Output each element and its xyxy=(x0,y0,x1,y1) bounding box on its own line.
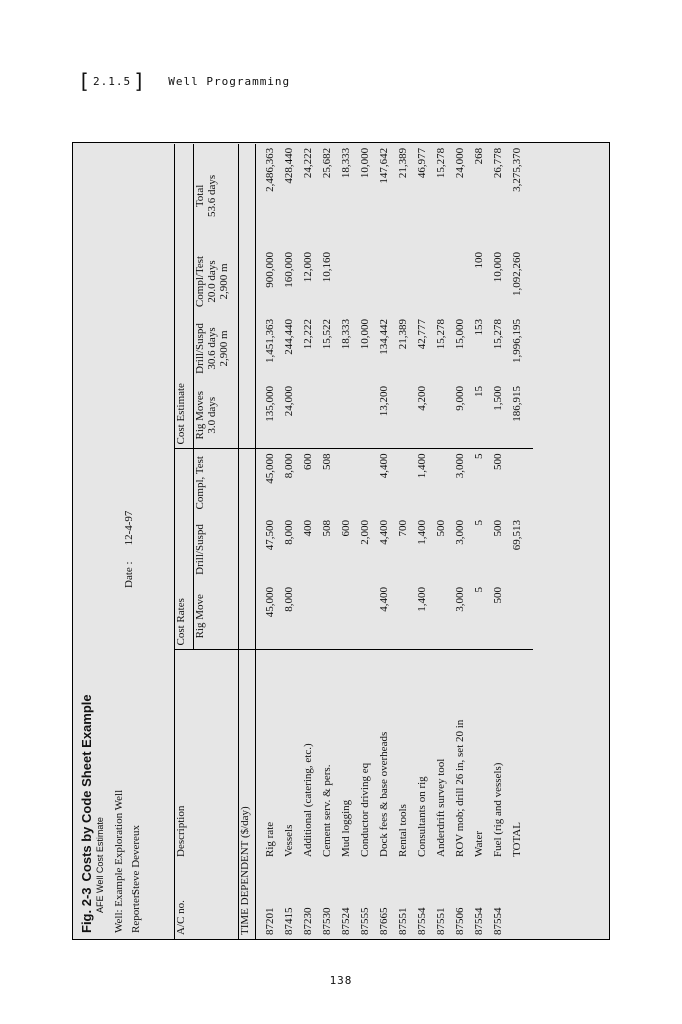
total-estimate: 21,389 xyxy=(397,147,409,179)
drill-suspd-label: Drill/Suspd xyxy=(194,323,206,374)
compl-test-rate xyxy=(508,449,533,516)
date-value: 12-4-97 xyxy=(123,510,135,546)
rig-move-rate: 8,000 xyxy=(280,583,299,650)
ac-cell: 87551 xyxy=(397,907,409,935)
rig-move-rate xyxy=(337,583,356,650)
description-cell: Consultants on rig xyxy=(416,776,428,857)
reporter-value: Steve Devereux xyxy=(130,825,142,895)
rig-move-rate: 3,000 xyxy=(451,583,470,650)
total-estimate: 25,682 xyxy=(321,147,333,179)
description-cell: Anderdrift survey tool xyxy=(435,758,447,857)
table-row xyxy=(280,144,299,939)
compl-test-rate xyxy=(356,449,375,516)
compl-test-rate: 508 xyxy=(321,453,333,470)
rig-move-rate: 45,000 xyxy=(256,583,281,650)
cost-rates-label: Cost Rates xyxy=(175,598,187,646)
total-estimate: 147,642 xyxy=(378,147,390,184)
compl-test-estimate: 100 xyxy=(473,251,485,269)
rig-move-rate xyxy=(356,583,375,650)
rig-moves-estimate xyxy=(337,382,356,449)
total-label: Total xyxy=(194,184,206,208)
rig-moves-estimate: 24,000 xyxy=(280,382,299,449)
rig-moves-estimate xyxy=(318,382,337,449)
rig-moves-estimate xyxy=(394,382,413,449)
chapter-title: Well Programming xyxy=(168,74,291,88)
rig-moves-estimate xyxy=(299,382,318,449)
total-estimate: 15,278 xyxy=(435,147,447,179)
compl-test-estimate xyxy=(375,248,394,315)
total-estimate: 18,333 xyxy=(340,147,352,179)
header-total xyxy=(194,144,239,248)
header-ac: A/C no. xyxy=(175,861,194,939)
rig-moves-estimate: 4,200 xyxy=(413,382,432,449)
page-number: 138 xyxy=(329,974,353,987)
description-cell: Mud logging xyxy=(340,799,352,857)
table-row xyxy=(299,144,318,939)
figure-caption xyxy=(79,153,179,933)
total-days: 53.6 days xyxy=(206,174,218,218)
table-row xyxy=(318,144,337,939)
drill-suspd-estimate: 134,442 xyxy=(378,318,390,355)
date-line xyxy=(123,511,135,588)
header-drill-suspd-rate: Drill/Suspd xyxy=(194,516,239,583)
cost-estimate-label: Cost Estimate xyxy=(175,383,187,445)
drill-suspd-rate: 500 xyxy=(435,520,447,537)
ac-cell: 87524 xyxy=(340,907,352,935)
ac-cell: 87415 xyxy=(283,907,295,935)
drill-suspd-estimate: 21,389 xyxy=(397,318,409,350)
rig-move-rate xyxy=(508,583,533,650)
description-cell: Water xyxy=(473,831,485,857)
drill-suspd-rate: 500 xyxy=(492,520,504,537)
table-row xyxy=(451,144,470,939)
compl-test-rate: 3,000 xyxy=(454,453,466,479)
compl-test-estimate xyxy=(432,248,451,315)
running-header xyxy=(78,70,290,92)
figure-subtitle: AFE Well Cost Estimate xyxy=(95,817,105,913)
drill-suspd-estimate: 15,000 xyxy=(454,318,466,350)
description-cell: Cement serv. & pers. xyxy=(321,764,333,857)
table-row xyxy=(375,144,394,939)
rig-move-rate: 5 xyxy=(470,583,489,650)
drill-suspd-estimate: 12,222 xyxy=(302,318,314,350)
compl-test-rate: 500 xyxy=(492,453,504,470)
description-cell: TOTAL xyxy=(511,822,523,857)
drill-suspd-estimate: 153 xyxy=(473,318,485,336)
total-estimate: 26,778 xyxy=(492,147,504,179)
drill-suspd-estimate: 15,522 xyxy=(321,318,333,350)
compl-test-estimate: 160,000 xyxy=(283,251,295,288)
table-row xyxy=(489,144,508,939)
compl-test-rate: 45,000 xyxy=(264,453,276,484)
rig-move-rate: 500 xyxy=(489,583,508,650)
header-rig-move: Rig Move xyxy=(194,583,239,650)
drill-suspd-rate: 1,400 xyxy=(416,520,428,545)
drill-suspd-estimate: 1,451,363 xyxy=(264,318,276,363)
figure-rotated xyxy=(72,142,610,940)
ac-cell: 87554 xyxy=(416,907,428,935)
section-number: 2.1.5 xyxy=(93,74,132,88)
compl-test-days: 20.0 days xyxy=(206,260,218,303)
section-label: TIME DEPENDENT ($/day) xyxy=(239,806,251,935)
description-cell: Additional (catering, etc.) xyxy=(302,743,314,857)
compl-test-estimate: 12,000 xyxy=(302,251,314,283)
right-bracket: ] xyxy=(133,69,147,93)
rig-moves-estimate xyxy=(356,382,375,449)
compl-test-estimate xyxy=(413,248,432,315)
compl-test-rate: 8,000 xyxy=(283,453,295,479)
description-cell: Rental tools xyxy=(397,804,409,857)
drill-suspd-rate: 700 xyxy=(397,520,409,537)
table-body xyxy=(256,144,534,939)
rig-move-rate xyxy=(299,583,318,650)
reporter-label: Reporter: xyxy=(130,891,142,933)
total-estimate: 10,000 xyxy=(359,147,371,179)
figure-number: Fig. 2-3 xyxy=(79,887,94,933)
compl-test-estimate xyxy=(394,248,413,315)
table-row xyxy=(337,144,356,939)
description-cell: ROV mob; drill 26 in, set 20 in xyxy=(454,719,466,857)
header-cost-estimate xyxy=(175,144,194,449)
header-rig-moves-est xyxy=(194,382,239,449)
figure-title-line xyxy=(79,153,94,933)
rig-move-rate xyxy=(394,583,413,650)
drill-suspd-depth: 2,900 m xyxy=(218,330,230,367)
compl-test-estimate: 10,160 xyxy=(321,251,333,283)
description-cell: Vessels xyxy=(283,824,295,857)
section-row xyxy=(239,144,256,939)
well-value: Example Exploration Well xyxy=(113,789,125,907)
ac-cell: 87665 xyxy=(378,907,390,935)
table-row xyxy=(356,144,375,939)
compl-test-estimate xyxy=(451,248,470,315)
drill-suspd-estimate: 42,777 xyxy=(416,318,428,350)
header-cost-rates xyxy=(175,449,194,650)
table-row xyxy=(470,144,489,939)
drill-suspd-rate: 508 xyxy=(321,520,333,537)
compl-test-rate: 1,400 xyxy=(416,453,428,479)
drill-suspd-rate: 3,000 xyxy=(454,520,466,545)
compl-test-estimate xyxy=(356,248,375,315)
compl-test-estimate: 1,092,260 xyxy=(511,251,523,296)
total-estimate: 2,486,363 xyxy=(264,147,276,192)
rig-move-rate xyxy=(432,583,451,650)
drill-suspd-rate: 400 xyxy=(302,520,314,537)
description-cell: Fuel (rig and vessels) xyxy=(492,762,504,857)
rig-moves-estimate: 1,500 xyxy=(489,382,508,449)
ac-cell xyxy=(508,861,533,939)
drill-suspd-days: 30.6 days xyxy=(206,327,218,370)
compl-test-rate xyxy=(394,449,413,516)
table-row xyxy=(394,144,413,939)
drill-suspd-estimate: 15,278 xyxy=(492,318,504,350)
drill-suspd-estimate: 10,000 xyxy=(359,318,371,350)
ac-cell: 87551 xyxy=(435,907,447,935)
left-bracket: [ xyxy=(78,69,92,93)
drill-suspd-estimate: 244,440 xyxy=(283,318,295,355)
drill-suspd-rate: 4,400 xyxy=(378,520,390,545)
drill-suspd-rate: 2,000 xyxy=(359,520,371,545)
drill-suspd-rate: 5 xyxy=(473,520,485,526)
header-compl-test-rate: Compl, Test xyxy=(194,449,239,516)
rig-move-rate: 4,400 xyxy=(375,583,394,650)
header-drill-suspd-est xyxy=(194,315,239,382)
well-label: Well: xyxy=(113,909,125,933)
rig-move-rate: 1,400 xyxy=(413,583,432,650)
drill-suspd-estimate: 15,278 xyxy=(435,318,447,350)
ac-cell: 87201 xyxy=(264,907,276,935)
total-estimate: 24,000 xyxy=(454,147,466,179)
header-row-2 xyxy=(194,144,239,939)
table-row xyxy=(432,144,451,939)
description-cell: Conductor driving eq xyxy=(359,762,371,857)
total-estimate: 268 xyxy=(473,147,485,165)
date-label: Date : xyxy=(123,561,135,588)
drill-suspd-rate: 8,000 xyxy=(283,520,295,545)
rig-moves-estimate: 13,200 xyxy=(375,382,394,449)
table-row xyxy=(413,144,432,939)
rig-moves-estimate: 135,000 xyxy=(256,382,281,449)
rig-moves-estimate xyxy=(432,382,451,449)
figure-frame xyxy=(72,142,610,940)
total-estimate: 24,222 xyxy=(302,147,314,179)
ac-cell: 87530 xyxy=(321,907,333,935)
header-row-1 xyxy=(175,144,194,939)
rig-moves-estimate: 9,000 xyxy=(451,382,470,449)
compl-test-estimate: 900,000 xyxy=(264,251,276,288)
drill-suspd-rate: 47,500 xyxy=(264,520,276,551)
drill-suspd-estimate: 1,996,195 xyxy=(511,318,523,363)
description-cell: Dock fees & base overheads xyxy=(378,731,390,857)
rig-moves-days: 3.0 days xyxy=(206,396,218,434)
ac-cell: 87554 xyxy=(492,907,504,935)
drill-suspd-rate: 69,513 xyxy=(511,520,523,551)
ac-cell: 87230 xyxy=(302,907,314,935)
drill-suspd-estimate: 18,333 xyxy=(340,318,352,350)
ac-cell: 87555 xyxy=(359,907,371,935)
total-estimate: 46,977 xyxy=(416,147,428,179)
description-cell: Rig rate xyxy=(264,821,276,857)
drill-suspd-rate: 600 xyxy=(340,520,352,537)
table-row xyxy=(256,144,281,939)
total-estimate: 428,440 xyxy=(283,147,295,184)
compl-test-rate xyxy=(432,449,451,516)
cost-table xyxy=(174,144,533,939)
table-row xyxy=(508,144,533,939)
header-description: Description xyxy=(175,650,194,861)
total-estimate: 3,275,370 xyxy=(511,147,523,192)
compl-test-rate xyxy=(337,449,356,516)
compl-test-estimate xyxy=(337,248,356,315)
compl-test-rate: 5 xyxy=(473,453,485,459)
compl-test-rate: 4,400 xyxy=(378,453,390,479)
header-compl-test-est xyxy=(194,248,239,315)
compl-test-estimate: 10,000 xyxy=(492,251,504,283)
ac-cell: 87554 xyxy=(473,907,485,935)
rig-move-rate xyxy=(318,583,337,650)
rig-moves-label: Rig Moves xyxy=(194,390,206,440)
compl-test-rate: 600 xyxy=(302,453,314,470)
rig-moves-estimate: 186,915 xyxy=(508,382,533,449)
rig-moves-estimate: 15 xyxy=(470,382,489,449)
ac-cell: 87506 xyxy=(454,907,466,935)
compl-test-label: Compl/Test xyxy=(194,255,206,308)
figure-title: Costs by Code Sheet Example xyxy=(79,694,94,882)
compl-test-depth: 2,900 m xyxy=(218,263,230,300)
